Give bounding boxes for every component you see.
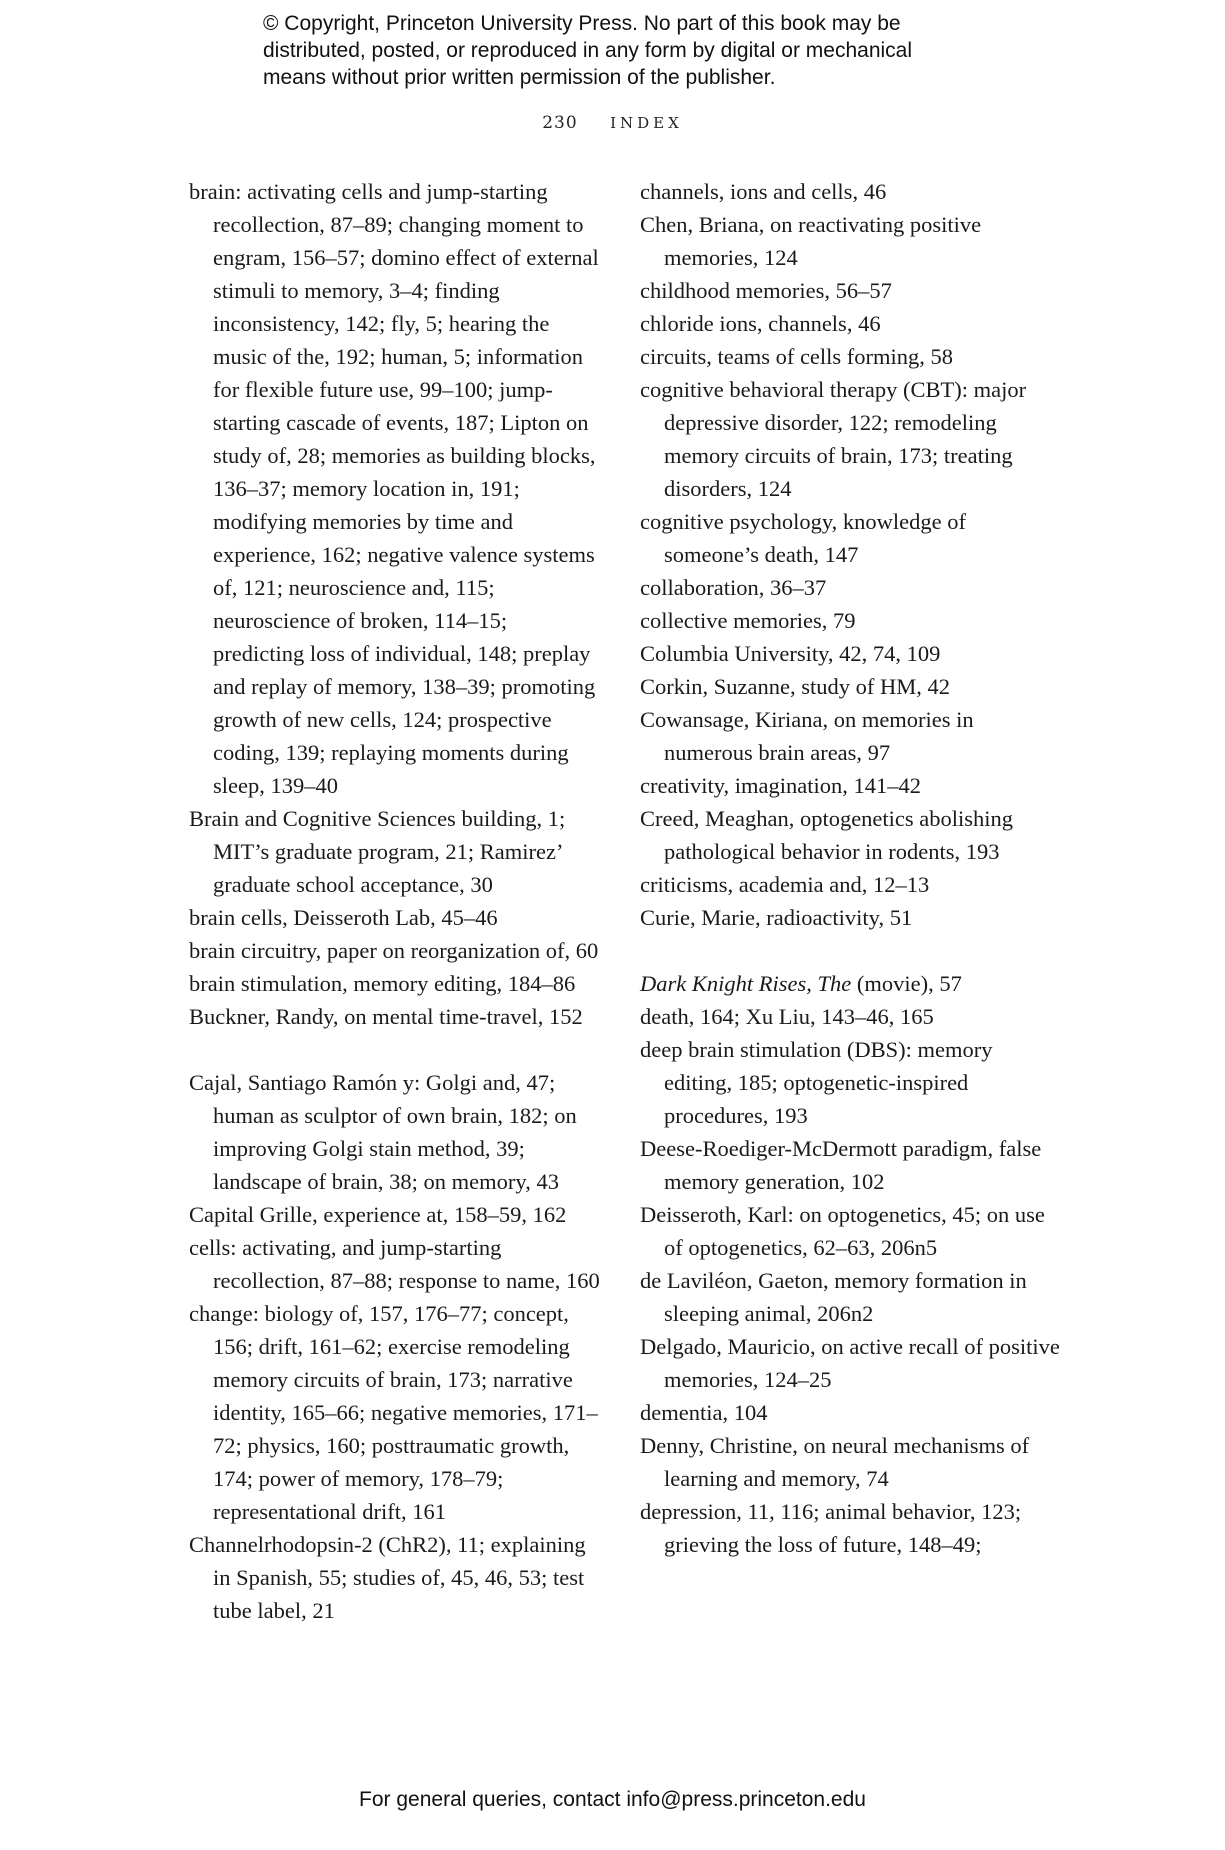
index-entry: collaboration, 36–37 [640, 575, 827, 600]
page-number: 230 [542, 113, 578, 133]
copyright-line: distributed, posted, or reproduced in any form by digital or mechanical [263, 39, 913, 62]
index-entry: change: biology of, 157, 176–77; concept, 156; drift, 161–62; exercise remodeling memory circuits of brain, 173; narrative identity, 165–66; negative memories, 171–72; physics, 160; posttraumatic growth, 174; power of memory, 178–79; representational drift, 161 [189, 1301, 598, 1524]
index-entry: channels, ions and cells, 46 [640, 179, 887, 204]
index-entry: Creed, Meaghan, optogenetics abolishing pathological behavior in rodents, 193 [640, 806, 1014, 864]
index-entry: death, 164; Xu Liu, 143–46, 165 [640, 1004, 934, 1029]
index-entry: criticisms, academia and, 12–13 [640, 872, 930, 897]
index-entry: brain: activating cells and jump-starting recollection, 87–89; changing moment to engram, 156–57; domino effect of external stimuli to memory, 3–4; finding inconsistency, 142; fly, 5; hearing the music of the, 192; human, 5; information for flexible future use, 99–100; jump-starting cascade of events, 187; Lipton on study of, 28; memories as building blocks, 136–37; memory location in, 191; modifying memories by time and experience, 162; negative valence systems of, 121; neuroscience and, 115; neuroscience of broken, 114–15; predicting loss of individual, 148; preplay and replay of memory, 138–39; promoting growth of new cells, 124; prospective coding, 139; replaying moments during sleep, 139–40 [189, 179, 599, 798]
index-entry: Chen, Briana, on reactivating positive memories, 124 [640, 212, 982, 270]
index-entry: circuits, teams of cells forming, 58 [640, 344, 954, 369]
index-entry: Denny, Christine, on neural mechanisms of learning and memory, 74 [640, 1433, 1030, 1491]
index-entry: brain stimulation, memory editing, 184–86 [189, 971, 576, 996]
index-entry: brain cells, Deisseroth Lab, 45–46 [189, 905, 498, 930]
index-column-left [189, 175, 601, 1627]
index-entry: Curie, Marie, radioactivity, 51 [640, 905, 913, 930]
index-entry: Brain and Cognitive Sciences building, 1; MIT’s graduate program, 21; Ramirez’ graduate school acceptance, 30 [189, 806, 566, 897]
index-entry: Channelrhodopsin-2 (ChR2), 11; explaining in Spanish, 55; studies of, 45, 46, 53; test tube label, 21 [189, 1532, 586, 1623]
index-entry: dementia, 104 [640, 1400, 768, 1425]
index-entry: brain circuitry, paper on reorganization of, 60 [189, 938, 599, 963]
index-entry: childhood memories, 56–57 [640, 278, 892, 303]
footer-contact: For general queries, contact info@press.princeton.edu [359, 1788, 866, 1811]
index-entry: Cajal, Santiago Ramón y: Golgi and, 47; human as sculptor of own brain, 182; on improving Golgi stain method, 39; landscape of brain, 38; on memory, 43 [189, 1070, 577, 1194]
index-entry: creativity, imagination, 141–42 [640, 773, 921, 798]
index-entry: cognitive behavioral therapy (CBT): major depressive disorder, 122; remodeling memory circuits of brain, 173; treating disorders, 124 [640, 377, 1027, 501]
index-entry: collective memories, 79 [640, 608, 856, 633]
letter-group-gap [640, 934, 1060, 967]
index-entry: Delgado, Mauricio, on active recall of positive memories, 124–25 [640, 1334, 1060, 1392]
index-entry: Columbia University, 42, 74, 109 [640, 641, 941, 666]
copyright-notice [263, 10, 1023, 91]
letter-group-gap [189, 1033, 601, 1066]
entry-title-italic: Dark Knight Rises, The [640, 971, 852, 996]
index-entry: depression, 11, 116; animal behavior, 123; grieving the loss of future, 148–49; [640, 1499, 1022, 1557]
index-entry: Buckner, Randy, on mental time-travel, 152 [189, 1004, 583, 1029]
index-entry: deep brain stimulation (DBS): memory editing, 185; optogenetic-inspired procedures, 193 [640, 1037, 993, 1128]
index-entry: Deisseroth, Karl: on optogenetics, 45; on use of optogenetics, 62–63, 206n5 [640, 1202, 1045, 1260]
index-entry [640, 967, 1060, 1000]
index-entry: Deese-Roediger-McDermott paradigm, false memory generation, 102 [640, 1136, 1042, 1194]
index-entry: de Laviléon, Gaeton, memory formation in sleeping animal, 206n2 [640, 1268, 1027, 1326]
index-entry: cognitive psychology, knowledge of someone’s death, 147 [640, 509, 966, 567]
index-entry: cells: activating, and jump-starting recollection, 87–88; response to name, 160 [189, 1235, 600, 1293]
index-entry: Corkin, Suzanne, study of HM, 42 [640, 674, 950, 699]
section-title: INDEX [610, 114, 683, 132]
entry-text: (movie), 57 [851, 971, 962, 996]
index-entry: Capital Grille, experience at, 158–59, 162 [189, 1202, 567, 1227]
running-head [0, 113, 1225, 133]
index-entry: chloride ions, channels, 46 [640, 311, 881, 336]
copyright-line: © Copyright, Princeton University Press. No part of this book may be [263, 12, 901, 35]
index-entry: Cowansage, Kiriana, on memories in numerous brain areas, 97 [640, 707, 974, 765]
copyright-line: means without prior written permission of the publisher. [263, 66, 776, 89]
index-column-right [640, 175, 1060, 1561]
